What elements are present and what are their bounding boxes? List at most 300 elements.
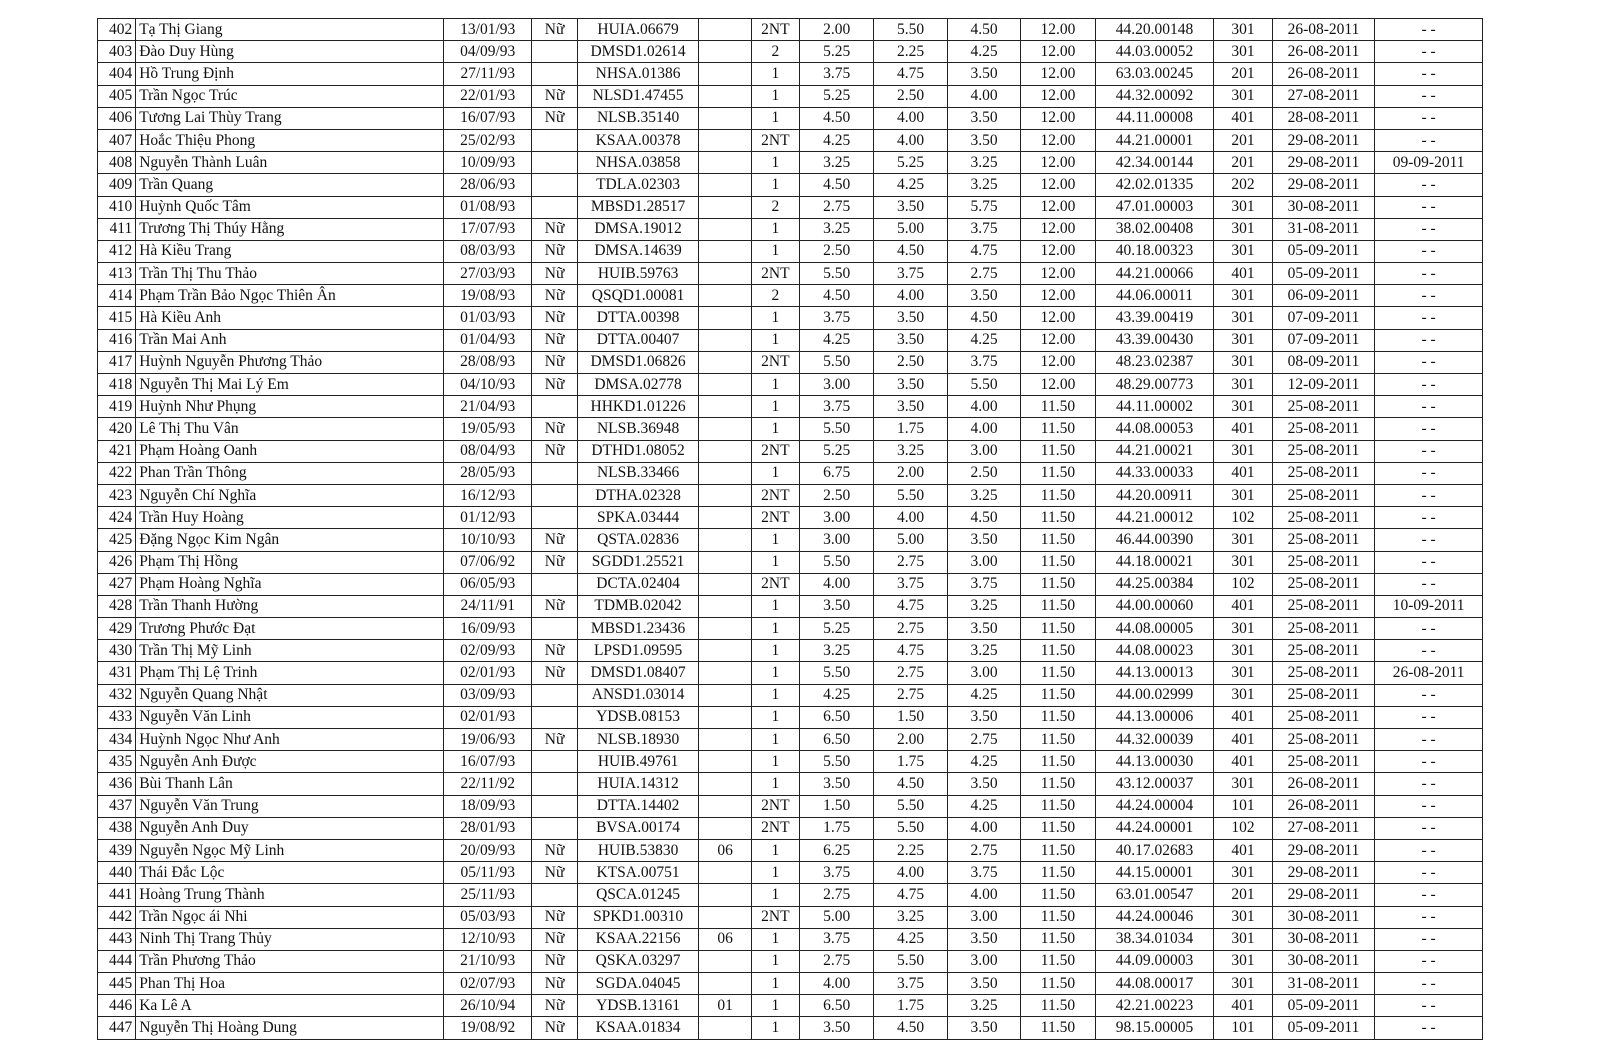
score-subject-3-cell: 2.75 <box>947 729 1020 751</box>
score-subject-1-cell: 3.75 <box>799 307 873 329</box>
submission-date-cell: 26-08-2011 <box>1272 773 1375 795</box>
major-code-cell: 301 <box>1214 906 1272 928</box>
score-subject-2-cell: 1.75 <box>874 995 947 1017</box>
area-cell: 1 <box>751 640 799 662</box>
submission-date-cell: 29-08-2011 <box>1272 839 1375 861</box>
score-subject-3-cell: 2.75 <box>947 263 1020 285</box>
score-subject-3-cell: 3.50 <box>947 618 1020 640</box>
table-row <box>98 640 1483 662</box>
score-subject-2-cell: 5.50 <box>874 795 947 817</box>
total-score-cell: 11.50 <box>1021 640 1095 662</box>
certificate-number-cell: 38.02.00408 <box>1095 218 1214 240</box>
certificate-number-cell: 44.32.00092 <box>1095 85 1214 107</box>
score-subject-3-cell: 4.50 <box>947 19 1020 41</box>
priority-object-cell: 06 <box>699 839 751 861</box>
registration-code-cell: DMSA.19012 <box>577 218 699 240</box>
gender-cell: Nữ <box>532 950 577 972</box>
score-subject-3-cell: 3.75 <box>947 351 1020 373</box>
submission-date-cell: 05-09-2011 <box>1272 240 1375 262</box>
area-cell: 1 <box>751 684 799 706</box>
registration-code-cell: QSTA.02836 <box>577 529 699 551</box>
score-subject-1-cell: 2.75 <box>799 196 873 218</box>
full-name-cell: Trần Ngọc Trúc <box>136 85 444 107</box>
submission-date-cell: 05-09-2011 <box>1272 1017 1375 1039</box>
score-subject-3-cell: 2.75 <box>947 839 1020 861</box>
withdrawal-date-cell: 09-09-2011 <box>1375 152 1483 174</box>
major-code-cell: 301 <box>1214 973 1272 995</box>
registration-code-cell: HUIB.49761 <box>577 751 699 773</box>
major-code-cell: 401 <box>1214 995 1272 1017</box>
full-name-cell: Nguyễn Chí Nghĩa <box>136 484 444 506</box>
area-cell: 1 <box>751 950 799 972</box>
score-subject-2-cell: 4.50 <box>874 240 947 262</box>
birth-date-cell: 22/01/93 <box>443 85 532 107</box>
birth-date-cell: 10/10/93 <box>443 529 532 551</box>
certificate-number-cell: 44.09.00003 <box>1095 950 1214 972</box>
row-number-cell: 404 <box>98 63 136 85</box>
row-number-cell: 431 <box>98 662 136 684</box>
score-subject-2-cell: 3.50 <box>874 374 947 396</box>
registration-code-cell: HUIA.14312 <box>577 773 699 795</box>
submission-date-cell: 27-08-2011 <box>1272 85 1375 107</box>
row-number-cell: 432 <box>98 684 136 706</box>
score-subject-1-cell: 6.50 <box>799 729 873 751</box>
score-subject-2-cell: 3.75 <box>874 573 947 595</box>
full-name-cell: Nguyễn Anh Được <box>136 751 444 773</box>
gender-cell: Nữ <box>532 240 577 262</box>
gender-cell: Nữ <box>532 729 577 751</box>
score-subject-2-cell: 2.75 <box>874 551 947 573</box>
registration-code-cell: DMSA.14639 <box>577 240 699 262</box>
certificate-number-cell: 42.34.00144 <box>1095 152 1214 174</box>
area-cell: 2NT <box>751 129 799 151</box>
gender-cell: Nữ <box>532 285 577 307</box>
birth-date-cell: 22/11/92 <box>443 773 532 795</box>
row-number-cell: 424 <box>98 507 136 529</box>
major-code-cell: 301 <box>1214 196 1272 218</box>
row-number-cell: 421 <box>98 440 136 462</box>
gender-cell <box>532 684 577 706</box>
row-number-cell: 446 <box>98 995 136 1017</box>
area-cell: 1 <box>751 662 799 684</box>
certificate-number-cell: 44.15.00001 <box>1095 862 1214 884</box>
gender-cell: Nữ <box>532 995 577 1017</box>
major-code-cell: 301 <box>1214 351 1272 373</box>
priority-object-cell <box>699 795 751 817</box>
row-number-cell: 415 <box>98 307 136 329</box>
submission-date-cell: 26-08-2011 <box>1272 63 1375 85</box>
score-subject-1-cell: 2.50 <box>799 240 873 262</box>
gender-cell <box>532 706 577 728</box>
registration-code-cell: NHSA.03858 <box>577 152 699 174</box>
table-row <box>98 706 1483 728</box>
registration-code-cell: DTHA.02328 <box>577 484 699 506</box>
priority-object-cell <box>699 374 751 396</box>
score-subject-3-cell: 4.00 <box>947 396 1020 418</box>
certificate-number-cell: 47.01.00003 <box>1095 196 1214 218</box>
score-subject-3-cell: 3.25 <box>947 174 1020 196</box>
score-subject-1-cell: 3.00 <box>799 529 873 551</box>
score-subject-3-cell: 3.50 <box>947 1017 1020 1039</box>
gender-cell: Nữ <box>532 351 577 373</box>
area-cell: 1 <box>751 973 799 995</box>
registration-code-cell: KSAA.01834 <box>577 1017 699 1039</box>
major-code-cell: 301 <box>1214 218 1272 240</box>
submission-date-cell: 25-08-2011 <box>1272 484 1375 506</box>
submission-date-cell: 25-08-2011 <box>1272 640 1375 662</box>
birth-date-cell: 28/06/93 <box>443 174 532 196</box>
gender-cell: Nữ <box>532 374 577 396</box>
full-name-cell: Phạm Thị Lệ Trinh <box>136 662 444 684</box>
score-subject-1-cell: 5.50 <box>799 263 873 285</box>
score-subject-1-cell: 3.25 <box>799 640 873 662</box>
certificate-number-cell: 43.39.00430 <box>1095 329 1214 351</box>
withdrawal-date-cell: - - <box>1375 729 1483 751</box>
gender-cell: Nữ <box>532 551 577 573</box>
birth-date-cell: 01/03/93 <box>443 307 532 329</box>
area-cell: 1 <box>751 884 799 906</box>
area-cell: 1 <box>751 773 799 795</box>
total-score-cell: 11.50 <box>1021 906 1095 928</box>
priority-object-cell <box>699 773 751 795</box>
score-subject-1-cell: 4.25 <box>799 329 873 351</box>
full-name-cell: Huỳnh Như Phụng <box>136 396 444 418</box>
total-score-cell: 12.00 <box>1021 263 1095 285</box>
priority-object-cell <box>699 19 751 41</box>
table-row <box>98 440 1483 462</box>
total-score-cell: 11.50 <box>1021 729 1095 751</box>
major-code-cell: 301 <box>1214 19 1272 41</box>
registration-code-cell: MBSD1.23436 <box>577 618 699 640</box>
major-code-cell: 401 <box>1214 107 1272 129</box>
score-subject-3-cell: 3.25 <box>947 152 1020 174</box>
row-number-cell: 427 <box>98 573 136 595</box>
score-subject-1-cell: 3.25 <box>799 152 873 174</box>
score-subject-1-cell: 3.75 <box>799 63 873 85</box>
table-row <box>98 995 1483 1017</box>
major-code-cell: 301 <box>1214 396 1272 418</box>
priority-object-cell <box>699 285 751 307</box>
withdrawal-date-cell: - - <box>1375 817 1483 839</box>
row-number-cell: 447 <box>98 1017 136 1039</box>
major-code-cell: 102 <box>1214 573 1272 595</box>
score-subject-1-cell: 1.75 <box>799 817 873 839</box>
major-code-cell: 101 <box>1214 1017 1272 1039</box>
certificate-number-cell: 44.13.00030 <box>1095 751 1214 773</box>
score-subject-2-cell: 2.00 <box>874 729 947 751</box>
certificate-number-cell: 44.24.00001 <box>1095 817 1214 839</box>
score-subject-2-cell: 3.50 <box>874 196 947 218</box>
row-number-cell: 417 <box>98 351 136 373</box>
full-name-cell: Đặng Ngọc Kim Ngân <box>136 529 444 551</box>
score-subject-3-cell: 3.50 <box>947 63 1020 85</box>
table-row <box>98 618 1483 640</box>
full-name-cell: Nguyễn Anh Duy <box>136 817 444 839</box>
priority-object-cell <box>699 950 751 972</box>
total-score-cell: 11.50 <box>1021 507 1095 529</box>
total-score-cell: 12.00 <box>1021 240 1095 262</box>
area-cell: 1 <box>751 618 799 640</box>
birth-date-cell: 02/09/93 <box>443 640 532 662</box>
birth-date-cell: 01/08/93 <box>443 196 532 218</box>
score-subject-3-cell: 3.00 <box>947 950 1020 972</box>
score-subject-3-cell: 5.50 <box>947 374 1020 396</box>
major-code-cell: 301 <box>1214 374 1272 396</box>
submission-date-cell: 29-08-2011 <box>1272 862 1375 884</box>
certificate-number-cell: 44.21.00001 <box>1095 129 1214 151</box>
score-subject-3-cell: 3.75 <box>947 573 1020 595</box>
withdrawal-date-cell: 10-09-2011 <box>1375 595 1483 617</box>
major-code-cell: 301 <box>1214 618 1272 640</box>
score-subject-3-cell: 4.75 <box>947 240 1020 262</box>
score-subject-3-cell: 3.50 <box>947 529 1020 551</box>
score-subject-3-cell: 3.50 <box>947 285 1020 307</box>
registration-code-cell: HUIB.59763 <box>577 263 699 285</box>
score-subject-1-cell: 3.75 <box>799 862 873 884</box>
gender-cell: Nữ <box>532 19 577 41</box>
registration-code-cell: DTTA.14402 <box>577 795 699 817</box>
score-subject-3-cell: 3.75 <box>947 862 1020 884</box>
priority-object-cell <box>699 107 751 129</box>
total-score-cell: 12.00 <box>1021 307 1095 329</box>
submission-date-cell: 25-08-2011 <box>1272 418 1375 440</box>
gender-cell: Nữ <box>532 85 577 107</box>
birth-date-cell: 02/07/93 <box>443 973 532 995</box>
birth-date-cell: 02/01/93 <box>443 662 532 684</box>
priority-object-cell <box>699 618 751 640</box>
row-number-cell: 410 <box>98 196 136 218</box>
priority-object-cell <box>699 196 751 218</box>
row-number-cell: 411 <box>98 218 136 240</box>
certificate-number-cell: 44.20.00148 <box>1095 19 1214 41</box>
score-subject-2-cell: 5.50 <box>874 817 947 839</box>
submission-date-cell: 25-08-2011 <box>1272 462 1375 484</box>
table-row <box>98 839 1483 861</box>
score-subject-2-cell: 4.00 <box>874 285 947 307</box>
major-code-cell: 301 <box>1214 484 1272 506</box>
gender-cell: Nữ <box>532 1017 577 1039</box>
gender-cell <box>532 396 577 418</box>
withdrawal-date-cell: - - <box>1375 440 1483 462</box>
withdrawal-date-cell: - - <box>1375 374 1483 396</box>
area-cell: 2NT <box>751 440 799 462</box>
registration-code-cell: LPSD1.09595 <box>577 640 699 662</box>
score-subject-3-cell: 3.25 <box>947 484 1020 506</box>
table-row <box>98 884 1483 906</box>
table-row <box>98 928 1483 950</box>
full-name-cell: Nguyễn Ngọc Mỹ Linh <box>136 839 444 861</box>
score-subject-2-cell: 4.25 <box>874 174 947 196</box>
full-name-cell: Huỳnh Quốc Tâm <box>136 196 444 218</box>
total-score-cell: 12.00 <box>1021 174 1095 196</box>
priority-object-cell <box>699 595 751 617</box>
gender-cell: Nữ <box>532 906 577 928</box>
full-name-cell: Trần Phương Thảo <box>136 950 444 972</box>
full-name-cell: Hồ Trung Định <box>136 63 444 85</box>
birth-date-cell: 13/01/93 <box>443 19 532 41</box>
total-score-cell: 11.50 <box>1021 595 1095 617</box>
withdrawal-date-cell: - - <box>1375 507 1483 529</box>
priority-object-cell <box>699 263 751 285</box>
certificate-number-cell: 44.08.00053 <box>1095 418 1214 440</box>
birth-date-cell: 12/10/93 <box>443 928 532 950</box>
certificate-number-cell: 44.03.00052 <box>1095 41 1214 63</box>
area-cell: 1 <box>751 174 799 196</box>
gender-cell: Nữ <box>532 263 577 285</box>
score-subject-1-cell: 5.25 <box>799 41 873 63</box>
priority-object-cell <box>699 174 751 196</box>
gender-cell: Nữ <box>532 307 577 329</box>
score-subject-2-cell: 4.00 <box>874 862 947 884</box>
birth-date-cell: 25/11/93 <box>443 884 532 906</box>
major-code-cell: 301 <box>1214 240 1272 262</box>
certificate-number-cell: 44.32.00039 <box>1095 729 1214 751</box>
score-subject-3-cell: 4.00 <box>947 884 1020 906</box>
score-subject-1-cell: 4.00 <box>799 973 873 995</box>
full-name-cell: Trần Mai Anh <box>136 329 444 351</box>
table-row <box>98 41 1483 63</box>
score-subject-1-cell: 6.50 <box>799 706 873 728</box>
student-score-table <box>97 18 1483 1040</box>
gender-cell: Nữ <box>532 329 577 351</box>
gender-cell: Nữ <box>532 418 577 440</box>
table-row <box>98 218 1483 240</box>
full-name-cell: Nguyễn Thị Hoàng Dung <box>136 1017 444 1039</box>
area-cell: 1 <box>751 595 799 617</box>
certificate-number-cell: 48.23.02387 <box>1095 351 1214 373</box>
full-name-cell: Phạm Hoàng Nghĩa <box>136 573 444 595</box>
registration-code-cell: KTSA.00751 <box>577 862 699 884</box>
major-code-cell: 301 <box>1214 862 1272 884</box>
row-number-cell: 440 <box>98 862 136 884</box>
submission-date-cell: 25-08-2011 <box>1272 529 1375 551</box>
score-subject-3-cell: 3.25 <box>947 595 1020 617</box>
registration-code-cell: QSQD1.00081 <box>577 285 699 307</box>
certificate-number-cell: 46.44.00390 <box>1095 529 1214 551</box>
area-cell: 2NT <box>751 817 799 839</box>
score-subject-3-cell: 4.25 <box>947 795 1020 817</box>
withdrawal-date-cell: - - <box>1375 928 1483 950</box>
birth-date-cell: 19/08/93 <box>443 285 532 307</box>
major-code-cell: 401 <box>1214 595 1272 617</box>
major-code-cell: 301 <box>1214 529 1272 551</box>
birth-date-cell: 21/04/93 <box>443 396 532 418</box>
major-code-cell: 301 <box>1214 285 1272 307</box>
submission-date-cell: 25-08-2011 <box>1272 551 1375 573</box>
certificate-number-cell: 44.18.00021 <box>1095 551 1214 573</box>
area-cell: 2NT <box>751 484 799 506</box>
score-subject-2-cell: 3.50 <box>874 307 947 329</box>
withdrawal-date-cell: - - <box>1375 174 1483 196</box>
table-row <box>98 107 1483 129</box>
withdrawal-date-cell: 26-08-2011 <box>1375 662 1483 684</box>
score-subject-1-cell: 2.00 <box>799 19 873 41</box>
row-number-cell: 402 <box>98 19 136 41</box>
withdrawal-date-cell: - - <box>1375 462 1483 484</box>
priority-object-cell <box>699 906 751 928</box>
score-subject-1-cell: 5.50 <box>799 351 873 373</box>
total-score-cell: 12.00 <box>1021 63 1095 85</box>
birth-date-cell: 16/12/93 <box>443 484 532 506</box>
row-number-cell: 403 <box>98 41 136 63</box>
score-subject-2-cell: 2.50 <box>874 351 947 373</box>
certificate-number-cell: 44.00.02999 <box>1095 684 1214 706</box>
registration-code-cell: NLSB.36948 <box>577 418 699 440</box>
full-name-cell: Hà Kiều Trang <box>136 240 444 262</box>
full-name-cell: Lê Thị Thu Vân <box>136 418 444 440</box>
certificate-number-cell: 44.08.00023 <box>1095 640 1214 662</box>
withdrawal-date-cell: - - <box>1375 573 1483 595</box>
score-subject-2-cell: 5.50 <box>874 950 947 972</box>
registration-code-cell: NLSB.35140 <box>577 107 699 129</box>
full-name-cell: Tạ Thị Giang <box>136 19 444 41</box>
score-subject-1-cell: 4.00 <box>799 573 873 595</box>
major-code-cell: 301 <box>1214 662 1272 684</box>
priority-object-cell <box>699 329 751 351</box>
full-name-cell: Trần Quang <box>136 174 444 196</box>
full-name-cell: Nguyễn Thị Mai Lý Em <box>136 374 444 396</box>
score-subject-1-cell: 5.50 <box>799 418 873 440</box>
full-name-cell: Nguyễn Quang Nhật <box>136 684 444 706</box>
priority-object-cell <box>699 529 751 551</box>
total-score-cell: 11.50 <box>1021 529 1095 551</box>
priority-object-cell <box>699 85 751 107</box>
gender-cell <box>532 817 577 839</box>
score-subject-2-cell: 4.75 <box>874 595 947 617</box>
major-code-cell: 201 <box>1214 129 1272 151</box>
registration-code-cell: YDSB.08153 <box>577 706 699 728</box>
table-row <box>98 396 1483 418</box>
score-subject-2-cell: 4.00 <box>874 507 947 529</box>
gender-cell <box>532 773 577 795</box>
table-row <box>98 906 1483 928</box>
submission-date-cell: 29-08-2011 <box>1272 174 1375 196</box>
gender-cell: Nữ <box>532 839 577 861</box>
major-code-cell: 301 <box>1214 773 1272 795</box>
score-subject-1-cell: 3.50 <box>799 1017 873 1039</box>
registration-code-cell: MBSD1.28517 <box>577 196 699 218</box>
priority-object-cell <box>699 440 751 462</box>
gender-cell <box>532 884 577 906</box>
score-subject-2-cell: 5.00 <box>874 529 947 551</box>
score-subject-2-cell: 4.50 <box>874 1017 947 1039</box>
total-score-cell: 11.50 <box>1021 995 1095 1017</box>
row-number-cell: 407 <box>98 129 136 151</box>
major-code-cell: 301 <box>1214 640 1272 662</box>
withdrawal-date-cell: - - <box>1375 85 1483 107</box>
major-code-cell: 102 <box>1214 817 1272 839</box>
score-subject-2-cell: 4.75 <box>874 884 947 906</box>
total-score-cell: 12.00 <box>1021 152 1095 174</box>
withdrawal-date-cell: - - <box>1375 950 1483 972</box>
total-score-cell: 11.50 <box>1021 862 1095 884</box>
total-score-cell: 11.50 <box>1021 396 1095 418</box>
certificate-number-cell: 44.20.00911 <box>1095 484 1214 506</box>
score-subject-2-cell: 3.50 <box>874 396 947 418</box>
table-row <box>98 263 1483 285</box>
submission-date-cell: 25-08-2011 <box>1272 729 1375 751</box>
priority-object-cell <box>699 307 751 329</box>
major-code-cell: 301 <box>1214 329 1272 351</box>
withdrawal-date-cell: - - <box>1375 906 1483 928</box>
withdrawal-date-cell: - - <box>1375 329 1483 351</box>
table-row <box>98 662 1483 684</box>
gender-cell: Nữ <box>532 973 577 995</box>
total-score-cell: 11.50 <box>1021 973 1095 995</box>
registration-code-cell: NLSD1.47455 <box>577 85 699 107</box>
table-row <box>98 773 1483 795</box>
birth-date-cell: 16/09/93 <box>443 618 532 640</box>
